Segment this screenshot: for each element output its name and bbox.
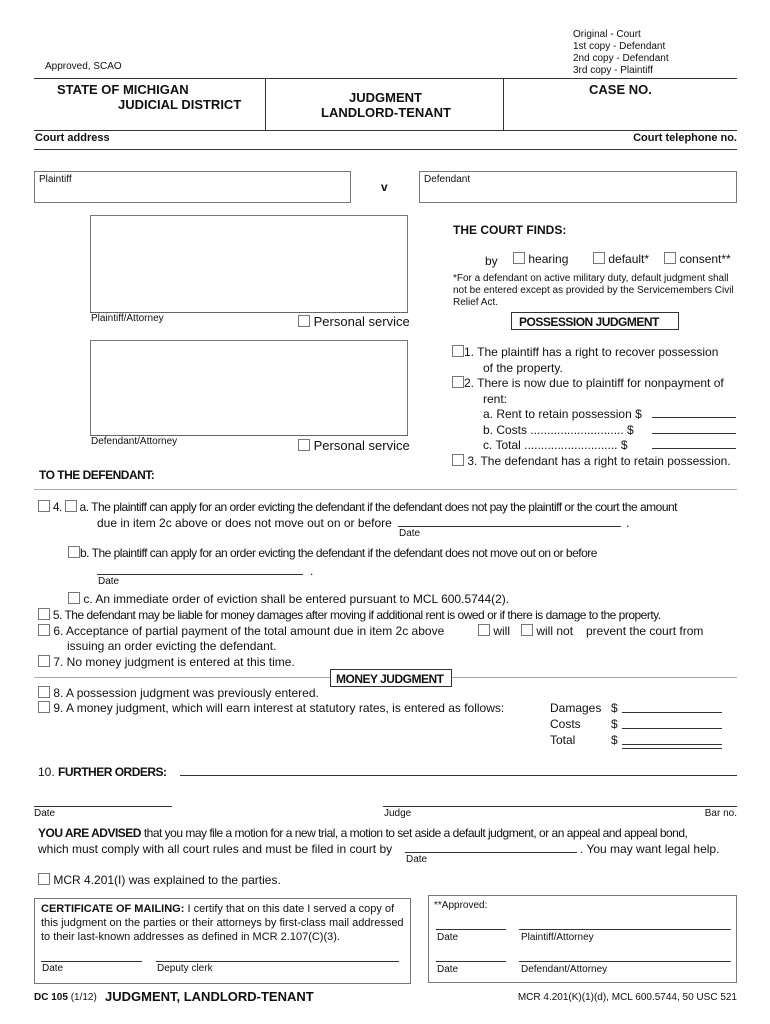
footer-citation: MCR 4.201(K)(1)(d), MCL 600.5744, 50 USC 521: [517, 992, 737, 1003]
state-of-michigan: STATE OF MICHIGAN: [57, 82, 189, 97]
approved-plaintiff-attorney-input[interactable]: [519, 929, 731, 930]
money-judgment-label: MONEY JUDGMENT: [336, 672, 444, 686]
header-divider-right: [503, 78, 504, 130]
mcr-explained-checkbox[interactable]: [38, 873, 50, 885]
further-orders: 10. FURTHER ORDERS:: [38, 765, 167, 779]
pj-rent-label: a. Rent to retain possession $: [483, 407, 642, 421]
approved-defendant-date-input[interactable]: [436, 961, 506, 962]
costs-amount-input[interactable]: [652, 433, 736, 434]
pj-item2: 2. There is now due to plaintiff for nonpayment of: [452, 376, 724, 390]
defendant-personal-service-checkbox[interactable]: [298, 439, 310, 451]
court-finds-heading: THE COURT FINDS:: [453, 223, 567, 237]
cert-date-label: Date: [42, 963, 64, 974]
consent-checkbox[interactable]: [664, 252, 676, 264]
judge-signature-input[interactable]: [383, 806, 737, 807]
pj-item1-cont: of the property.: [483, 361, 563, 375]
damages-input[interactable]: [622, 712, 722, 713]
hearing-option[interactable]: [513, 252, 568, 266]
case-no-label: CASE NO.: [589, 82, 652, 97]
to-defendant-rule: [34, 489, 737, 490]
court-address-label: Court address: [35, 132, 110, 144]
default-checkbox[interactable]: [593, 252, 605, 264]
pj-item1-checkbox[interactable]: [452, 345, 464, 357]
by-label: by: [485, 254, 498, 268]
possession-judgment-label: POSSESSION JUDGMENT: [519, 315, 659, 329]
item9-checkbox[interactable]: [38, 701, 50, 713]
advised-date-input[interactable]: [405, 852, 577, 853]
hearing-label: hearing: [528, 252, 569, 266]
item6-cont: issuing an order evicting the defendant.: [67, 639, 277, 653]
will-not-checkbox[interactable]: [521, 624, 533, 636]
advised-date-label: Date: [406, 854, 428, 865]
pj-item2-checkbox[interactable]: [452, 376, 464, 388]
judicial-district: JUDICIAL DISTRICT: [118, 97, 242, 112]
will-checkbox[interactable]: [478, 624, 490, 636]
order-date-input[interactable]: [34, 806, 172, 807]
deputy-clerk-input[interactable]: [156, 961, 399, 962]
approved-plaintiff-date-label: Date: [437, 932, 459, 943]
will-not-label: will not: [536, 624, 574, 638]
item4b-checkbox[interactable]: [68, 546, 80, 558]
item6: 6. Acceptance of partial payment of the total amount due in item 2c above: [38, 624, 444, 638]
will-option[interactable]: [478, 624, 510, 638]
pj-costs-label: b. Costs ............................ $: [483, 423, 634, 437]
versus-label: v: [381, 180, 388, 194]
deputy-clerk-label: Deputy clerk: [157, 963, 213, 974]
pj-item3-checkbox[interactable]: [452, 454, 464, 466]
defendant-attorney-box[interactable]: [90, 340, 408, 436]
court-address-rule: [34, 149, 737, 150]
plaintiff-personal-service-checkbox[interactable]: [298, 315, 310, 327]
default-label: default*: [608, 252, 650, 266]
item9: 9. A money judgment, which will earn interest at statutory rates, is entered as follows:: [38, 701, 504, 715]
money-total-input[interactable]: [622, 744, 722, 745]
plaintiff-personal-service-option[interactable]: [298, 314, 410, 329]
item4a-date-input[interactable]: [398, 526, 621, 527]
item7-checkbox[interactable]: [38, 655, 50, 667]
hearing-checkbox[interactable]: [513, 252, 525, 264]
money-judgment-heading: [330, 669, 452, 687]
advised-line2: which must comply with all court rules and must be filed in court by: [38, 842, 393, 856]
cert-date-input[interactable]: [41, 961, 142, 962]
item4b-date-input[interactable]: [97, 574, 303, 575]
costs-label: Costs: [550, 717, 581, 731]
header-divider-left: [265, 78, 266, 130]
approved-plaintiff-date-input[interactable]: [436, 929, 506, 930]
money-judgment-rule-left: [34, 677, 330, 678]
item4b: b. The plaintiff can apply for an order evicting the defendant if the defendant does not move out on or before: [68, 546, 597, 560]
pj-item3: 3. The defendant has a right to retain possession.: [452, 454, 731, 468]
defendant-personal-service-option[interactable]: [298, 438, 410, 453]
item4a-date-label: Date: [399, 528, 421, 539]
plaintiff-attorney-box[interactable]: [90, 215, 408, 313]
item6-checkbox[interactable]: [38, 624, 50, 636]
mcr-explained-option[interactable]: [38, 873, 281, 887]
rent-amount-input[interactable]: [652, 417, 736, 418]
form-title-judgment: JUDGMENT: [349, 90, 422, 105]
military-note-line3: Relief Act.: [453, 297, 499, 308]
cert-line3: to their last-known addresses as defined in MCR 2.107(C)(3).: [41, 931, 340, 943]
item4b-date-label: Date: [98, 576, 120, 587]
order-date-label: Date: [34, 808, 56, 819]
mcr-explained-label: MCR 4.201(I) was explained to the parties.: [53, 873, 281, 887]
item4c: c. An immediate order of eviction shall be entered pursuant to MCL 600.5744(2).: [68, 592, 509, 606]
pj-item2-cont: rent:: [483, 392, 508, 406]
pj-item1: 1. The plaintiff has a right to recover possession: [452, 345, 718, 359]
approved-defendant-attorney-label: Defendant/Attorney: [521, 964, 608, 975]
item5-checkbox[interactable]: [38, 608, 50, 620]
header-top-rule: [34, 78, 737, 79]
default-option[interactable]: [593, 252, 649, 266]
will-not-option[interactable]: [521, 624, 573, 638]
item4c-checkbox[interactable]: [68, 592, 80, 604]
item4a-cont: due in item 2c above or does not move out on or before: [97, 516, 392, 530]
consent-option[interactable]: [664, 252, 731, 266]
damages-dollar: $: [611, 701, 618, 715]
item5: 5. The defendant may be liable for money damages after moving if additional rent is owed or if there is damage to the property.: [38, 608, 661, 622]
prevent-text: prevent the court from: [586, 624, 704, 638]
header-bottom-rule: [34, 130, 737, 131]
approved-scao: Approved, SCAO: [45, 61, 122, 72]
costs-dollar: $: [611, 717, 618, 731]
approved-defendant-date-label: Date: [437, 964, 459, 975]
plaintiff-box[interactable]: [34, 171, 351, 203]
bar-no-label: Bar no.: [704, 808, 737, 819]
pj-total-label: c. Total ............................ $: [483, 438, 628, 452]
military-note-line1: *For a defendant on active military duty, default judgment shall: [453, 273, 729, 284]
form-id: DC 105 (1/12): [34, 992, 97, 1003]
money-costs-input[interactable]: [622, 728, 722, 729]
to-defendant-heading: TO THE DEFENDANT:: [39, 468, 155, 482]
form-title-landlord-tenant: LANDLORD-TENANT: [321, 105, 451, 120]
item7: 7. No money judgment is entered at this time.: [38, 655, 295, 669]
defendant-personal-service-label: Personal service: [313, 438, 410, 453]
judge-label: Judge: [384, 808, 412, 819]
money-total-rule: [622, 748, 722, 749]
approved-defendant-attorney-input[interactable]: [519, 961, 731, 962]
further-orders-input[interactable]: [180, 775, 737, 776]
item4-checkbox[interactable]: [38, 500, 50, 512]
cert-line2: this judgment on the parties or their attorneys by first-class mail addressed: [41, 917, 404, 929]
item4a-checkbox[interactable]: [65, 500, 77, 512]
item8-checkbox[interactable]: [38, 686, 50, 698]
total-amount-input[interactable]: [652, 448, 736, 449]
copy-distribution-1: Original - Court: [573, 29, 641, 40]
total-label: Total: [550, 733, 576, 747]
copy-distribution-2: 1st copy - Defendant: [573, 41, 666, 52]
advised-line2-end: . You may want legal help.: [580, 842, 720, 856]
item4a: 4. a. The plaintiff can apply for an order evicting the defendant if the defendant does not pay the plaintiff or the court the amount: [38, 500, 677, 514]
money-judgment-rule-right: [452, 677, 737, 678]
possession-judgment-heading: [511, 312, 679, 330]
advised-line1: YOU ARE ADVISED that you may file a motion for a new trial, a motion to set aside a default judgment, or an appeal and appeal bond,: [38, 826, 688, 840]
copy-distribution-4: 3rd copy - Plaintiff: [573, 65, 653, 76]
copy-distribution-3: 2nd copy - Defendant: [573, 53, 669, 64]
consent-label: consent**: [679, 252, 731, 266]
court-telephone-label: Court telephone no.: [633, 132, 737, 144]
total-dollar: $: [611, 733, 618, 747]
military-note-line2: not be entered except as provided by the Servicemembers Civil: [453, 285, 734, 296]
approved-plaintiff-attorney-label: Plaintiff/Attorney: [521, 932, 594, 943]
item4a-period: .: [626, 516, 630, 530]
item4b-period: .: [310, 564, 314, 578]
damages-label: Damages: [550, 701, 602, 715]
footer-title: JUDGMENT, LANDLORD-TENANT: [105, 989, 314, 1004]
cert-line1: CERTIFICATE OF MAILING: I certify that on this date I served a copy of: [41, 903, 395, 915]
plaintiff-attorney-label: Plaintiff/Attorney: [91, 313, 164, 324]
approved-note: **Approved:: [434, 900, 488, 911]
plaintiff-personal-service-label: Personal service: [313, 314, 410, 329]
defendant-label: Defendant: [424, 174, 471, 185]
will-label: will: [493, 624, 511, 638]
item8: 8. A possession judgment was previously entered.: [38, 686, 319, 700]
plaintiff-label: Plaintiff: [39, 174, 72, 185]
defendant-attorney-label: Defendant/Attorney: [91, 436, 178, 447]
